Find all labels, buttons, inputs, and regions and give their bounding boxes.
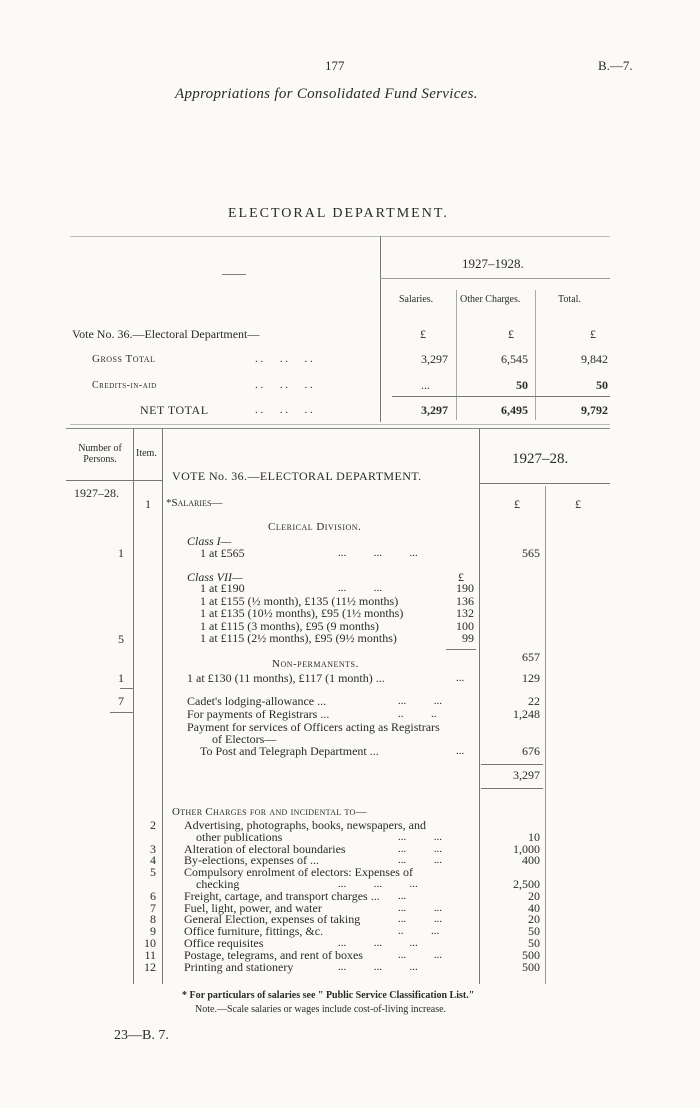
other-charge-description: Freight, cartage, and transport charges ...: [184, 888, 380, 903]
non-permanents-heading: Non-permanents.: [272, 658, 359, 670]
other-charge-amount: 500: [522, 947, 540, 962]
gross-total-label: Gross Total: [92, 353, 156, 365]
class-1-persons: 1: [118, 546, 124, 560]
page-number: 177: [325, 58, 345, 73]
other-charge-dots: ... ... ...: [338, 960, 418, 973]
other-charge-amount: 1,000: [513, 841, 540, 856]
net-total-rule: [392, 396, 610, 397]
class-7-line-1-dots: ... ...: [338, 582, 382, 594]
other-charge-dots: ... ...: [398, 854, 442, 867]
class-7-line-4-amount: 100: [456, 618, 474, 633]
other-charge-description: checking: [196, 877, 240, 891]
other-charge-dots: ... ...: [398, 948, 442, 961]
non-permanents-persons: 1: [118, 671, 124, 685]
class-7-line-2-amount: 136: [456, 593, 474, 608]
summary-bottom-rule: [70, 424, 610, 425]
summary-col-divider-2: [535, 290, 536, 420]
other-charge-dots: ... ...: [398, 830, 442, 843]
other-charge-amount: 10: [528, 829, 540, 844]
salaries-total-rule-bottom: [481, 788, 543, 789]
cadet-line: Cadet's lodging-allowance ...: [187, 694, 327, 708]
class-7-line-4: 1 at £115 (3 months), £95 (9 months): [200, 618, 379, 633]
class-7-line-3-amount: 132: [456, 606, 474, 620]
payment-amount: 676: [522, 744, 540, 758]
item-divider: [162, 428, 163, 984]
summary-top-rule: [70, 236, 610, 237]
other-charge-description: Compulsory enrolment of electors: Expenses of: [184, 865, 413, 880]
other-charge-item-number: 12: [144, 959, 156, 974]
other-charge-description: Office furniture, fittings, &c.: [184, 924, 324, 939]
net-total-dots: . . . . . .: [255, 404, 313, 416]
non-permanents-dots: ...: [456, 672, 465, 684]
other-charge-description: Postage, telegrams, and rent of boxes: [184, 947, 363, 962]
class-7-currency: £: [458, 570, 464, 584]
detail-currency-2: £: [575, 497, 581, 511]
registrars-line: For payments of Registrars ...: [187, 707, 330, 721]
other-charge-item-number: 8: [150, 912, 156, 927]
other-charge-dots: ... ...: [398, 913, 442, 926]
persons-year: 1927–28.: [74, 486, 119, 500]
amount-header-rule: [479, 483, 610, 484]
salaries-heading: *Salaries—: [166, 497, 223, 509]
net-total-label: NET TOTAL: [140, 403, 209, 417]
other-charge-item-number: 5: [150, 865, 156, 880]
gross-total-dots: . . . . . .: [255, 353, 313, 365]
other-charge-description: other publications: [196, 829, 283, 844]
persons-total-rule: [120, 688, 134, 689]
credits-in-aid-dots: . . . . . .: [255, 379, 313, 391]
registrars-dots: .. ..: [398, 708, 437, 720]
total-persons: 7: [118, 694, 124, 708]
summary-dash: ——: [222, 266, 246, 280]
payment-dots: ...: [456, 745, 465, 757]
other-charge-amount: 400: [522, 853, 540, 868]
other-charge-dots: ... ... ...: [338, 878, 418, 890]
other-charge-item-number: 11: [144, 947, 156, 962]
class-1-dots: ... ... ...: [338, 547, 418, 559]
class-1-label: Class I—: [187, 534, 232, 548]
vote-label: Vote No. 36.—Electoral Department—: [72, 327, 260, 341]
net-total-total: 9,792: [581, 403, 608, 417]
other-charges-heading: Other Charges for and incidental to—: [172, 806, 367, 818]
other-charge-amount: 500: [522, 959, 540, 974]
class-7-line-2: 1 at £155 (½ month), £135 (11½ months): [200, 593, 399, 608]
clerical-division-heading: Clerical Division.: [268, 521, 362, 533]
payment-line-1: Payment for services of Officers acting as Registrars: [187, 720, 440, 734]
other-charge-description: Fuel, light, power, and water: [184, 900, 322, 915]
persons-header-rule: [66, 480, 162, 481]
summary-col-divider-1: [456, 290, 457, 420]
class-1-amount: 565: [522, 546, 540, 560]
salaries-total: 3,297: [513, 768, 540, 782]
col-number-of-persons: Number of Persons.: [78, 443, 122, 465]
other-charge-description: Printing and stationery: [184, 959, 294, 974]
running-title: Appropriations for Consolidated Fund Services.: [175, 86, 478, 102]
class-7-line-5-amount: 99: [462, 631, 474, 645]
col-salaries: Salaries.: [399, 294, 434, 305]
persons-divider: [133, 428, 134, 984]
class-7-persons: 5: [118, 632, 124, 646]
currency-salaries: £: [420, 327, 426, 341]
other-charge-amount: 20: [528, 888, 540, 903]
salaries-total-rule-top: [481, 764, 543, 765]
other-charge-item-number: 2: [150, 818, 156, 832]
class-7-line-5: 1 at £115 (2½ months), £95 (9½ months): [200, 631, 397, 645]
cadet-amount: 22: [528, 694, 540, 708]
other-charge-description: By-elections, expenses of ...: [184, 853, 319, 868]
non-permanents-line: 1 at £130 (11 months), £117 (1 month) ...: [187, 671, 385, 685]
class-7-line-1-amount: 190: [456, 581, 474, 595]
department-title: ELECTORAL DEPARTMENT.: [228, 206, 449, 221]
gross-total-other: 6,545: [501, 352, 528, 366]
other-charge-description: General Election, expenses of taking: [184, 912, 361, 927]
gross-total-total: 9,842: [581, 352, 608, 366]
registrars-amount: 1,248: [513, 707, 540, 721]
other-charge-dots: ... ...: [398, 842, 442, 855]
footnote: * For particulars of salaries see " Public Service Classification List.": [182, 990, 475, 1001]
other-charge-amount: 2,500: [513, 877, 540, 891]
gross-total-salaries: 3,297: [421, 352, 448, 366]
other-charge-amount: 50: [528, 936, 540, 950]
other-charge-item-number: 4: [150, 853, 156, 868]
page-signature: 23—B. 7.: [114, 1028, 169, 1043]
credits-in-aid-salaries: ...: [421, 378, 430, 392]
other-charge-item-number: 7: [150, 900, 156, 915]
net-total-other: 6,495: [501, 403, 528, 417]
credits-in-aid-label: Credits-in-aid: [92, 380, 157, 391]
other-charge-description: Alteration of electoral boundaries: [184, 841, 346, 856]
year-rule: [380, 278, 610, 279]
class-7-line-3: 1 at £135 (10½ months), £95 (1½ months): [200, 606, 404, 620]
other-charge-dots: ... ... ...: [338, 937, 418, 949]
currency-total: £: [590, 327, 596, 341]
detail-top-rule: [66, 428, 610, 429]
vote-heading: VOTE No. 36.—ELECTORAL DEPARTMENT.: [172, 469, 422, 483]
class-7-line-1: 1 at £190: [200, 581, 245, 595]
class-7-label: Class VII—: [187, 570, 243, 584]
class-7-subtotal-rule: [446, 649, 476, 650]
other-charge-dots: ...: [398, 889, 407, 902]
non-permanents-amount: 129: [522, 671, 540, 685]
other-charge-description: Office requisites: [184, 936, 264, 950]
payment-line-3: To Post and Telegraph Department ...: [200, 744, 379, 758]
other-charge-dots: .. ...: [398, 925, 440, 938]
amount-divider: [479, 428, 480, 984]
class-1-line: 1 at £565: [200, 546, 245, 560]
other-charge-dots: ... ...: [398, 901, 442, 914]
other-charge-item-number: 10: [144, 936, 156, 950]
detail-year-heading: 1927–28.: [512, 451, 569, 467]
summary-divider: [380, 236, 381, 422]
net-total-salaries: 3,297: [421, 403, 448, 417]
other-charge-amount: 20: [528, 912, 540, 927]
cost-of-living-note: Note.—Scale salaries or wages include cost-of-living increase.: [195, 1004, 447, 1015]
payment-line-2: of Electors—: [212, 732, 277, 746]
amount-divider-2: [545, 486, 546, 984]
other-charge-item-number: 9: [150, 924, 156, 939]
cadet-dots: ... ...: [398, 695, 442, 707]
detail-currency-1: £: [514, 497, 520, 511]
summary-year-heading: 1927–1928.: [462, 256, 524, 271]
credits-in-aid-other: 50: [516, 378, 528, 392]
currency-other: £: [508, 327, 514, 341]
item-1: 1: [145, 497, 151, 511]
other-charge-item-number: 3: [150, 841, 156, 856]
col-item: Item.: [136, 448, 157, 459]
col-other-charges: Other Charges.: [460, 294, 521, 305]
other-charge-item-number: 6: [150, 888, 156, 903]
other-charge-amount: 50: [528, 924, 540, 939]
other-charge-description: Advertising, photographs, books, newspapers, and: [184, 818, 426, 832]
credits-in-aid-total: 50: [596, 378, 608, 392]
col-total: Total.: [558, 294, 581, 305]
other-charge-amount: 40: [528, 900, 540, 915]
class-7-total: 657: [522, 650, 540, 664]
document-reference: B.—7.: [598, 58, 633, 73]
total-persons-rule: [110, 712, 134, 713]
